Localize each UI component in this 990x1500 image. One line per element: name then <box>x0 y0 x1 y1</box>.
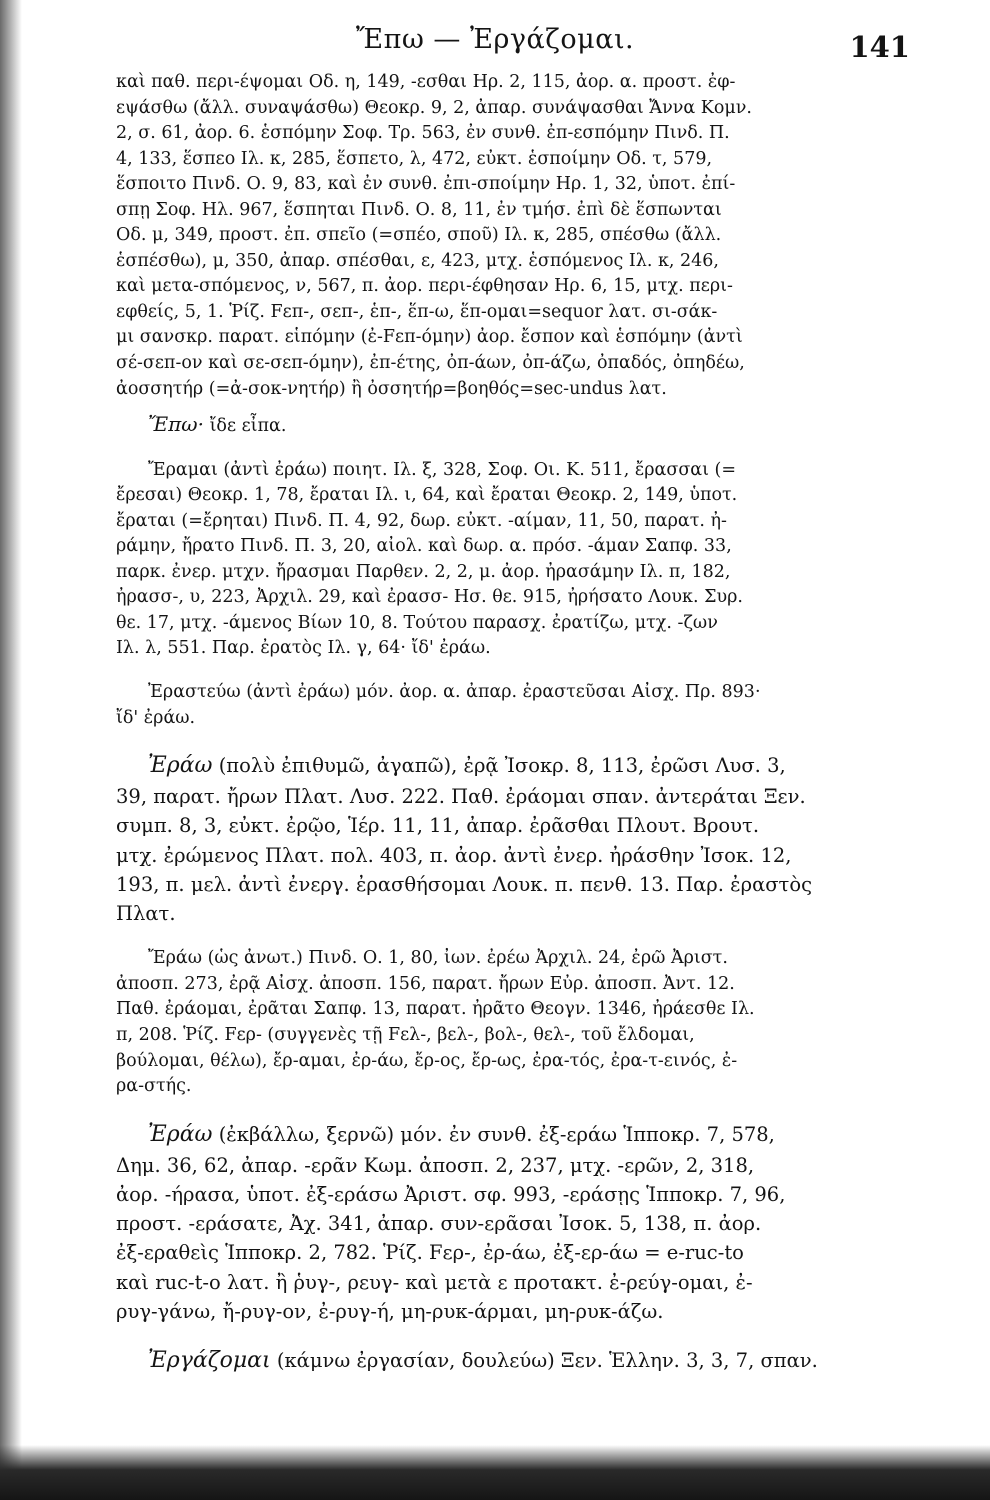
text-line: ἀορ. -ήρασα, ὑποτ. ἐξ-εράσω Ἀριστ. σφ. 993, -εράσῃς Ἱπποκρ. 7, 96, <box>116 1182 786 1206</box>
headword: Ἐράω <box>148 753 213 779</box>
scan-left-edge-shadow <box>0 0 22 1500</box>
entry-eramai <box>116 458 911 662</box>
text-line: καὶ ruc-t-o λατ. ἢ ῥυγ-, ρευγ- καὶ μετὰ ε προτακτ. ἐ-ρεύγ-ομαι, ἐ- <box>116 1270 753 1294</box>
text-line: π, 208. Ῥίζ. Fερ- (συγγενὲς τῇ Fελ-, βελ-, βολ-, θελ-, τοῦ ἔλδομαι, <box>116 1025 695 1046</box>
page-number: 141 <box>849 30 910 64</box>
text-line: ἑσπέσθω), μ, 350, ἀπαρ. σπέσθαι, ε, 423, μτχ. ἑσπόμενος Ιλ. κ, 246, <box>116 250 719 271</box>
text-line: 193, π. μελ. ἀντὶ ἐνεργ. ἐρασθήσομαι Λουκ. π. πενθ. 13. Παρ. ἐραστὸς <box>116 872 813 896</box>
entry-erasteuo <box>116 680 911 731</box>
entry-erao-poetic <box>116 946 911 1099</box>
text-line: Δημ. 36, 62, ἀπαρ. -ερᾶν Κωμ. ἀποσπ. 2, 237, μτχ. -ερῶν, 2, 318, <box>116 1153 755 1177</box>
text-line: ρυγ-γάνω, ἤ-ρυγ-ον, ἐ-ρυγ-ή, μη-ρυκ-άρμαι, μη-ρυκ-άζω. <box>116 1299 664 1323</box>
text-line: ἀποσπ. 273, ἐρᾷ Αἰσχ. ἀποσπ. 156, παρατ. ἤρων Εὐρ. ἀποσπ. Ἀντ. 12. <box>116 973 735 994</box>
headword: Ἔπω· <box>148 412 204 437</box>
text-line: ράμην, ἤρατο Πινδ. Π. 3, 20, αἰολ. καὶ δωρ. α. πρόσ. -άμαν Σαπφ. 33, <box>116 536 732 557</box>
text-line: προστ. -εράσατε, Ἀχ. 341, ἀπαρ. συν-ερᾶσαι Ἰσοκ. 5, 138, π. ἀορ. <box>116 1212 762 1236</box>
text-line: ἐξ-εραθεὶς Ἱπποκρ. 2, 782. Ῥίζ. Fερ-, ἐρ-άω, ἐξ-ερ-άω = e-ruc-to <box>116 1241 744 1265</box>
text-line: ἴδ' ἐράω. <box>116 707 196 728</box>
text-line: βούλομαι, θέλω), ἔρ-αμαι, ἐρ-άω, ἔρ-ος, ἔρ-ως, ἐρα-τός, ἐρα-τ-εινός, ἐ- <box>116 1050 738 1071</box>
text-line: σπῃ Σοφ. Ηλ. 967, ἕσπηται Πινδ. Ο. 8, 11, ἐν τμήσ. ἐπὶ δὲ ἕσπωνται <box>116 199 722 220</box>
text-line: ἔρεσαι) Θεοκρ. 1, 78, ἔραται Ιλ. ι, 64, καὶ ἔραται Θεοκρ. 2, 149, ὑποτ. <box>116 485 738 506</box>
text-line: (ἐκβάλλω, ξερνῶ) μόν. ἐν συνθ. ἐξ-εράω Ἱπποκρ. 7, 578, <box>218 1122 775 1146</box>
text-line: μτχ. ἐρώμενος Πλατ. πολ. 403, π. ἀορ. ἀντὶ ἐνερ. ἠράσθην Ἰσοκ. 12, <box>116 843 792 867</box>
text-line: 39, παρατ. ἤρων Πλατ. Λυσ. 222. Παθ. ἐράομαι σπαν. ἀντεράται Ξεν. <box>116 785 806 809</box>
entry-epo-xref <box>116 410 911 440</box>
text-line: θε. 17, μτχ. -άμενος Βίων 10, 8. Τούτου παρασχ. ἐρατίζω, μτχ. -ζων <box>116 612 718 633</box>
entry-text: ἴδε εἶπα. <box>209 416 287 437</box>
headword: Ἐράω <box>148 1121 213 1147</box>
text-line: Ἔραμαι (ἀντὶ ἐράω) ποιητ. Ιλ. ξ, 328, Σοφ. Οι. Κ. 511, ἔρασσαι (= <box>148 459 736 480</box>
text-line: 4, 133, ἕσπεο Ιλ. κ, 285, ἕσπετο, λ, 472, εὐκτ. ἑσποίμην Οδ. τ, 579, <box>116 148 713 169</box>
text-line: εφθείς, 5, 1. Ῥίζ. Fεπ-, σεπ-, ἑπ-, ἕπ-ω, ἕπ-ομαι=sequor λατ. σι-σάκ- <box>116 301 718 322</box>
text-line: ρα-στής. <box>116 1076 192 1097</box>
text-line: Οδ. μ, 349, προστ. ἐπ. σπεῖο (=σπέο, σποῦ) Ιλ. κ, 285, σπέσθω (ἄλλ. <box>116 225 722 246</box>
text-line: μι σανσκρ. παρατ. εἱπόμην (ἐ-Fεπ-όμην) ἀορ. ἔσπον καὶ ἑσπόμην (ἀντὶ <box>116 327 743 348</box>
text-line: Πλατ. <box>116 902 176 926</box>
text-line: ἔραται (=ἔρηται) Πινδ. Π. 4, 92, δωρ. εὐκτ. -αίμαν, 11, 50, παρατ. ἠ- <box>116 510 727 531</box>
text-line: συμπ. 8, 3, εὐκτ. ἐρῷο, Ἱέρ. 11, 11, ἀπαρ. ἐρᾶσθαι Πλουτ. Βρουτ. <box>116 814 760 838</box>
text-line: καὶ παθ. περι-έψομαι Οδ. η, 149, -εσθαι Ηρ. 2, 115, ἀορ. α. προστ. ἐφ- <box>116 72 736 92</box>
entry-erao-vomit <box>116 1118 911 1327</box>
text-line: 2, σ. 61, ἀορ. 6. ἑσπόμην Σοφ. Τρ. 563, ἐν συνθ. ἐπ-εσπόμην Πινδ. Π. <box>116 123 730 144</box>
text-line: Ἔράω (ὡς ἀνωτ.) Πινδ. Ο. 1, 80, ἰων. ἐρέω Ἀρχιλ. 24, ἐρῶ Ἀριστ. <box>148 948 728 969</box>
text-line: καὶ μετα-σπόμενος, ν, 567, π. ἀορ. περι-έφθησαν Ηρ. 6, 15, μτχ. περι- <box>116 276 733 297</box>
dictionary-body <box>116 70 911 1385</box>
text-line: εψάσθω (ἄλλ. συναψάσθω) Θεοκρ. 9, 2, ἀπαρ. συνάψασθαι Ἄννα Κομν. <box>116 97 752 118</box>
text-line: Ιλ. λ, 551. Παρ. ἐρατὸς Ιλ. γ, 64· ἴδ' ἐράω. <box>116 638 491 659</box>
entry-ergazomai <box>116 1344 911 1377</box>
headword: Ἐργάζομαι <box>148 1348 271 1374</box>
text-line: παρκ. ἐνερ. μτχν. ἤρασμαι Παρθεν. 2, 2, μ. ἀορ. ἠρασάμην Ιλ. π, 182, <box>116 561 731 582</box>
entry-continuation-epo <box>116 70 911 402</box>
text-line: ἕσποιτο Πινδ. Ο. 9, 83, καὶ ἐν συνθ. ἐπι-σποίμην Ηρ. 1, 32, ὑποτ. ἐπί- <box>116 174 736 195</box>
entry-erao-love <box>116 749 911 928</box>
text-line: ἠρασσ-, υ, 223, Ἀρχιλ. 29, καὶ ἐρασσ- Ησ. θε. 915, ἠρήσατο Λουκ. Συρ. <box>116 587 743 608</box>
text-line: Παθ. ἐράομαι, ἐρᾶται Σαπφ. 13, παρατ. ἠρᾶτο Θεογν. 1346, ἠράεσθε Ιλ. <box>116 999 755 1020</box>
text-line: (κάμνω ἐργασίαν, δουλεύω) Ξεν. Ἑλλην. 3, 3, 7, σπαν. <box>276 1349 818 1373</box>
text-line: ἀοσσητήρ (=ἀ-σοκ-νητήρ) ἢ ὀσσητήρ=βοηθός=sec-undus λατ. <box>116 378 667 399</box>
text-line: (πολὺ ἐπιθυμῶ, ἀγαπῶ), ἐρᾷ Ἰσοκρ. 8, 113, ἐρῶσι Λυσ. 3, <box>218 754 786 778</box>
running-header: Ἔπω — Ἐργάζομαι. <box>355 24 635 55</box>
text-line: Ἐραστεύω (ἀντὶ ἐράω) μόν. ἀορ. α. ἀπαρ. ἐραστεῦσαι Αἰσχ. Πρ. 893· <box>148 682 761 703</box>
text-line: σέ-σεπ-ον καὶ σε-σεπ-όμην), ἐπ-έτης, ὀπ-άων, ὀπ-άζω, ὀπαδός, ὀπηδέω, <box>116 353 745 374</box>
scan-bottom-edge <box>0 1445 990 1500</box>
